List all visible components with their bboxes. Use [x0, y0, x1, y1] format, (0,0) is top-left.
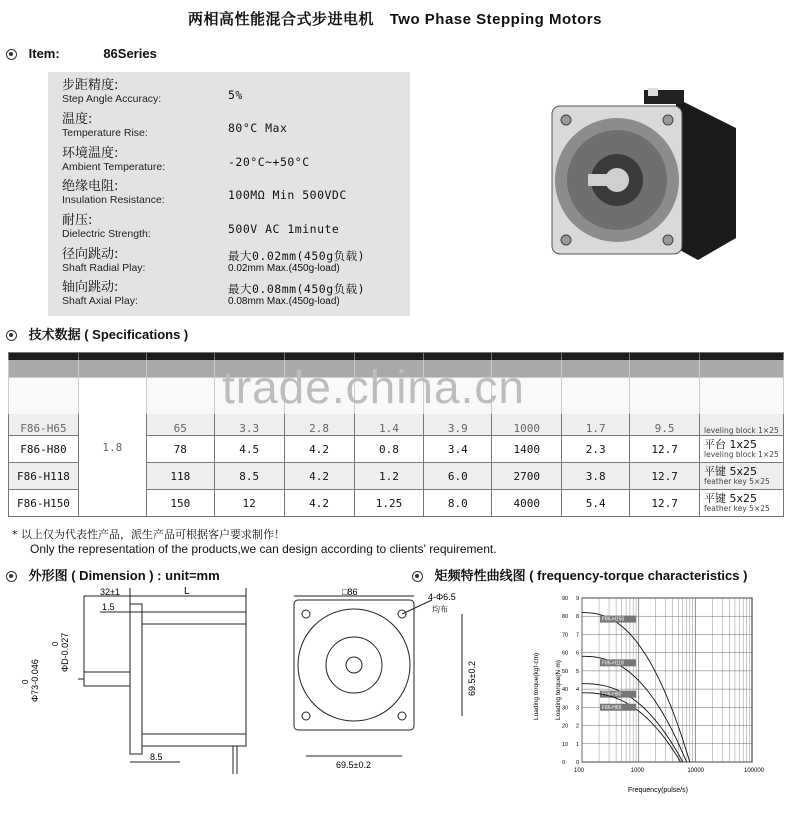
table-row: F86-H150 150 12 4.2 1.25 8.0 4000 5.4 12.7 平键 5x25 feather key 5×25: [9, 490, 784, 517]
spec-axial-play: 轴向跳动: Shaft Axial Play: 最大0.08mm(450g负载) 0.08mm Max.(450g-load): [62, 280, 366, 307]
svg-text:Φ73-0.046: Φ73-0.046: [30, 659, 40, 702]
bullet-icon: [6, 571, 17, 582]
y-label-right: Loading torque(N·m): [555, 660, 562, 720]
y-tick-label: 90: [562, 596, 569, 602]
svg-text:4-Φ6.5: 4-Φ6.5: [428, 592, 456, 602]
table-row: F86-H118 118 8.5 4.2 1.2 6.0 2700 3.8 12.7 平键 5x25 feather key 5×25: [9, 463, 784, 490]
curve-label: F86-H65: [602, 704, 622, 711]
spec-box: [48, 72, 410, 316]
bullet-icon: [6, 49, 17, 60]
svg-text:69.5±0.2: 69.5±0.2: [467, 661, 477, 696]
x-tick-label: 10000: [687, 768, 705, 774]
note-en: Only the representation of the products,we can design according to clients' requirement.: [30, 542, 497, 556]
bullet-icon: [6, 330, 17, 341]
y-tick-label: 70: [562, 632, 569, 639]
y-tick-label: 3: [576, 705, 580, 712]
y-tick-label: 1: [576, 741, 580, 748]
y-tick-label: 2: [576, 723, 580, 730]
svg-text:8.5: 8.5: [150, 752, 163, 762]
title-zh: 两相高性能混合式步进电机: [188, 10, 375, 28]
chart-ticks: [562, 596, 765, 774]
item-label: Item:: [28, 46, 60, 61]
spec-radial-play: 径向跳动: Shaft Radial Play: 最大0.02mm(450g负载) 0.02mm Max.(450g-load): [62, 247, 366, 274]
y-tick-label: 50: [562, 668, 569, 675]
svg-text:□86: □86: [342, 587, 358, 597]
svg-text:L: L: [184, 586, 190, 597]
dimension-title: 外形图 ( Dimension ) : unit=mm: [6, 565, 220, 584]
svg-text:1.5: 1.5: [102, 602, 115, 612]
table-row: F86-H65 1.8 65 3.3 2.8 1.4 3.9 1000 1.7 9.5 leveling block 1×25: [9, 378, 784, 436]
svg-text:0: 0: [21, 679, 30, 684]
y-label-left: Loading torque(kgf·cm): [533, 652, 540, 720]
note-zh: * 以上仅为代表性产品，派生产品可根据客户要求制作！: [12, 528, 285, 541]
svg-text:69.5±0.2: 69.5±0.2: [336, 760, 371, 770]
plot-frame: [582, 598, 752, 762]
y-tick-label: 80: [562, 614, 569, 621]
side-view-drawing: [20, 584, 260, 784]
curve-label: F86-H80: [602, 691, 622, 698]
spec-ambient: 环境温度: Ambient Temperature: -20°C~+50°C: [62, 146, 310, 173]
x-tick-label: 100000: [744, 768, 765, 774]
freq-torque-chart: [530, 590, 765, 800]
x-tick-label: 100: [574, 768, 585, 774]
watermark: trade.china.cn: [0, 360, 790, 414]
y-tick-label: 9: [576, 596, 580, 602]
spec-dielectric: 耐压: Dielectric Strength: 500V AC 1minute: [62, 213, 340, 240]
y-tick-label: 10: [562, 741, 569, 748]
y-tick-label: 30: [562, 705, 569, 712]
y-tick-label: 40: [562, 687, 569, 694]
bullet-icon: [412, 571, 423, 582]
svg-text:32±1: 32±1: [100, 587, 120, 597]
front-view-drawing: [282, 586, 482, 776]
step-angle-cell: 1.8: [78, 378, 146, 517]
table-row: F86-H80 78 4.5 4.2 0.8 3.4 1400 2.3 12.7 平台 1x25 leveling block 1×25: [9, 436, 784, 463]
spec-insulation: 绝缘电阻: Insulation Resistance: 100MΩ Min 500VDC: [62, 179, 347, 206]
y-tick-label: 5: [576, 668, 580, 675]
spec-temperature: 温度: Temperature Rise: 80°C Max: [62, 112, 288, 139]
page-title: [0, 8, 790, 29]
spec-section-title: 技术数据 ( Specifications ): [6, 324, 188, 343]
x-label: Frequency(pulse/s): [628, 787, 688, 794]
item-series: 86Series: [103, 46, 157, 61]
motor-photo: [548, 88, 738, 264]
spec-step-angle: 步距精度: Step Angle Accuracy: 5%: [62, 78, 243, 105]
curve-label: F86-H118: [602, 660, 624, 667]
x-tick-label: 1000: [630, 768, 645, 774]
y-tick-label: 0: [576, 760, 580, 766]
y-tick-label: 8: [576, 614, 580, 621]
svg-text:0: 0: [51, 641, 60, 646]
item-row: [6, 46, 157, 61]
title-en: Two Phase Stepping Motors: [389, 11, 602, 28]
svg-text:均布: 均布: [432, 605, 448, 614]
y-tick-label: 0: [562, 760, 566, 766]
y-tick-label: 6: [576, 650, 580, 657]
freq-title: 矩频特性曲线图 ( frequency-torque characteristics ): [412, 565, 747, 584]
chart-grid: [582, 598, 752, 762]
svg-text:ΦD-0.027: ΦD-0.027: [60, 632, 70, 672]
y-tick-label: 7: [576, 632, 580, 639]
y-tick-label: 4: [576, 687, 580, 694]
y-tick-label: 20: [562, 723, 569, 730]
y-tick-label: 60: [562, 650, 569, 657]
curve-label: F86-H150: [602, 616, 625, 623]
